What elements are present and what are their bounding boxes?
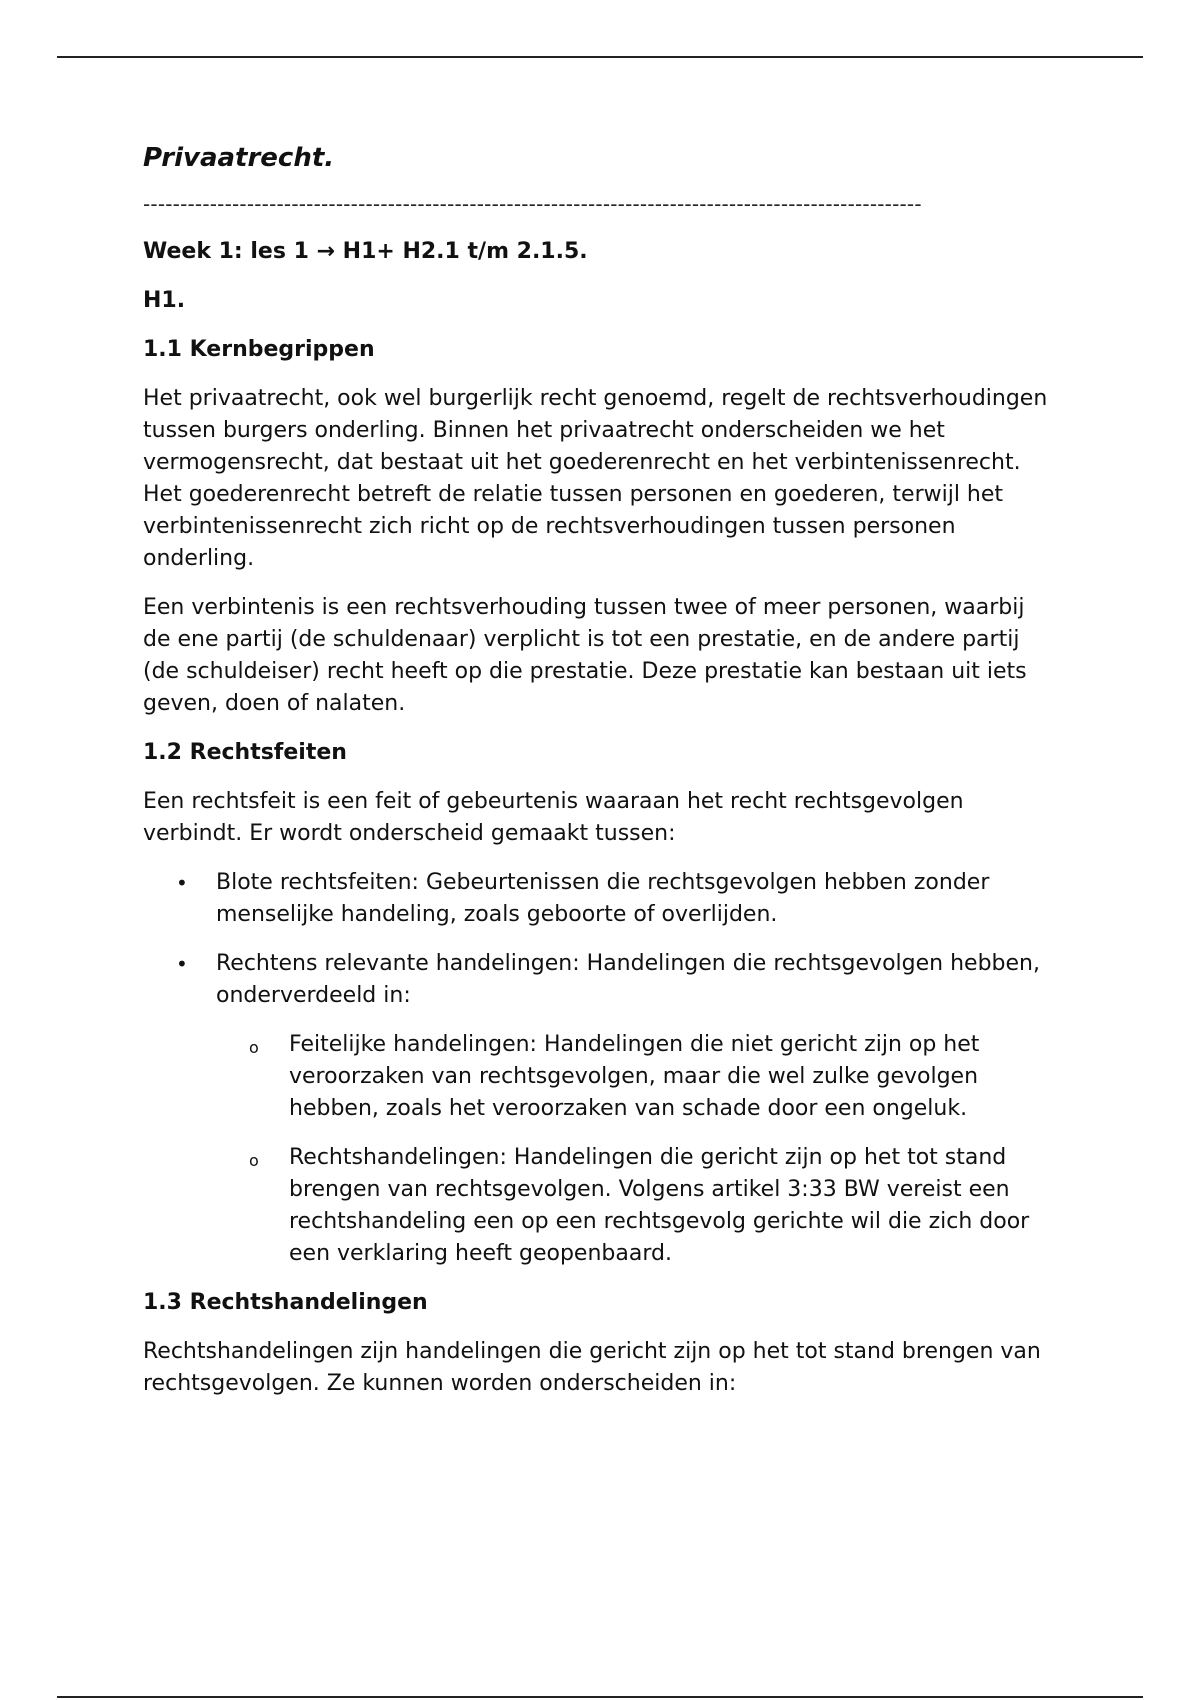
paragraph-verbintenis: Een verbintenis is een rechtsverhouding tussen twee of meer personen, waarbij de ene partij (de schuldenaar) verplicht is tot een prestatie, en de andere partij (de schuldeiser) recht heeft op die prestatie. Deze prestatie kan bestaan uit iets geven, doen of nalaten.	[143, 595, 1027, 716]
sub-list-item	[216, 1029, 1053, 1125]
header-rule	[57, 56, 1143, 58]
bullet-marker: •	[176, 952, 188, 976]
sub-bullet-marker: o	[249, 1038, 259, 1057]
sub-bullet-marker: o	[249, 1151, 259, 1170]
week-heading: Week 1: les 1 → H1+ H2.1 t/m 2.1.5.	[143, 239, 588, 264]
section-heading-rechtshandelingen: 1.3 Rechtshandelingen	[143, 1290, 428, 1315]
paragraph-rechtsfeit: Een rechtsfeit is een feit of gebeurtenis waaraan het recht rechtsgevolgen verbindt. Er wordt onderscheid gemaakt tussen:	[143, 789, 964, 846]
document-body	[143, 140, 1053, 1417]
paragraph-privaatrecht: Het privaatrecht, ook wel burgerlijk recht genoemd, regelt de rechtsverhoudingen tussen burgers onderling. Binnen het privaatrecht onderscheiden we het vermogensrecht, dat bestaat uit het goederenrecht en het verbintenissenrecht. Het goederenrecht betreft de relatie tussen personen en goederen, terwijl het verbintenissenrecht zich richt op de rechtsverhoudingen tussen personen onderling.	[143, 386, 1048, 571]
footer-rule	[57, 1696, 1143, 1698]
list-item-text: Blote rechtsfeiten: Gebeurtenissen die rechtsgevolgen hebben zonder menselijke handeling, zoals geboorte of overlijden.	[216, 870, 990, 927]
sub-list-handelingen	[216, 1029, 1053, 1270]
sub-list-item-text: Rechtshandelingen: Handelingen die gericht zijn op het tot stand brengen van rechtsgevolgen. Volgens artikel 3:33 BW vereist een rechtshandeling een op een rechtsgevolg gerichte wil die zich door een verklaring heeft geopenbaard.	[289, 1145, 1030, 1266]
list-item	[143, 948, 1053, 1270]
chapter-heading: H1.	[143, 288, 186, 313]
bullet-marker: •	[176, 871, 188, 895]
list-item-text: Rechtens relevante handelingen: Handelingen die rechtsgevolgen hebben, onderverdeeld in:	[216, 951, 1040, 1008]
document-title: Privaatrecht.	[143, 143, 335, 173]
list-item	[143, 867, 1053, 931]
section-heading-rechtsfeiten: 1.2 Rechtsfeiten	[143, 740, 347, 765]
sub-list-item	[216, 1142, 1053, 1270]
paragraph-rechtshandelingen: Rechtshandelingen zijn handelingen die gericht zijn op het tot stand brengen van rechtsgevolgen. Ze kunnen worden onderscheiden in:	[143, 1339, 1041, 1396]
bullet-list-rechtsfeiten	[143, 867, 1053, 1270]
sub-list-item-text: Feitelijke handelingen: Handelingen die niet gericht zijn op het veroorzaken van rechtsgevolgen, maar die wel zulke gevolgen hebben, zoals het veroorzaken van schade door een ongeluk.	[289, 1032, 980, 1121]
separator-line: ---------------------------------------------------------------------------------------------------------	[143, 192, 922, 216]
section-heading-kernbegrippen: 1.1 Kernbegrippen	[143, 337, 375, 362]
